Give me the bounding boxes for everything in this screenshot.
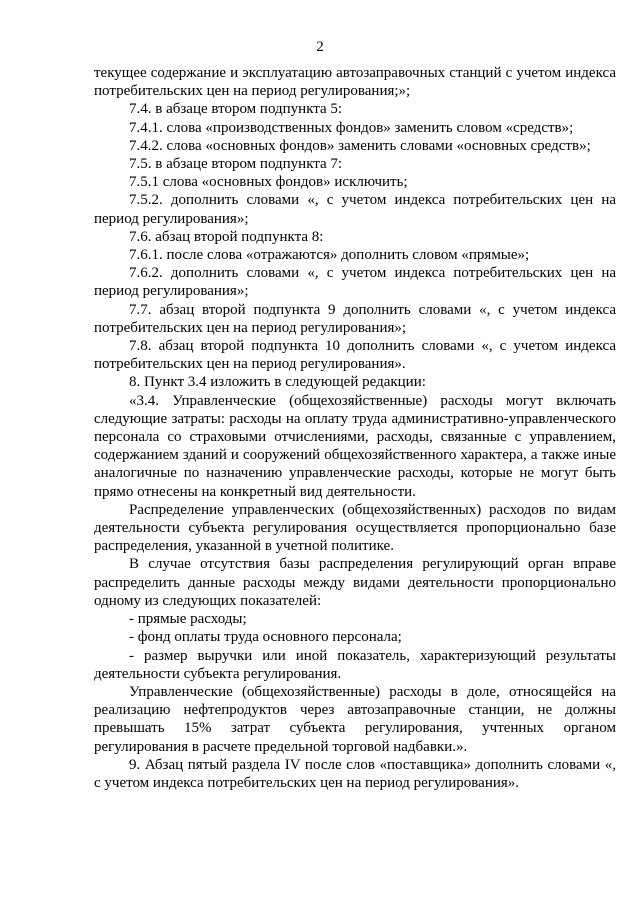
list-item: - прямые расходы; <box>129 611 247 628</box>
paragraph: 7.6.2. дополнить словами «, с учетом индекса потребительских цен на период регулирования»; <box>94 265 616 300</box>
paragraph: 7.4. в абзаце втором подпункта 5: <box>129 101 343 118</box>
paragraph: 7.5. в абзаце втором подпункта 7: <box>129 156 343 173</box>
paragraph: 8. Пункт 3.4 изложить в следующей редакции: <box>129 374 426 391</box>
list-item: - фонд оплаты труда основного персонала; <box>129 629 402 646</box>
paragraph: 7.6.1. после слова «отражаются» дополнить словом «прямые»; <box>129 247 530 264</box>
paragraph: В случае отсутствия базы распределения регулирующий орган вправе распределить данные расходы между видами деятельности пропорционально одному из следующих показателей: <box>94 556 616 609</box>
paragraph: 7.4.1. слова «производственных фондов» заменить словом «средств»; <box>129 119 574 136</box>
paragraph: Управленческие (общехозяйственные) расходы в доле, относящейся на реализацию нефтепродуктов через автозаправочные станции, не должны превышать 15% затрат субъекта регулирования, учтенных органом регулирования в расчете предельной торговой надбавки.». <box>94 683 616 755</box>
paragraph: Распределение управленческих (общехозяйственных) расходов по видам деятельности субъекта регулирования осуществляется пропорционально базе распределения, указанной в учетной политике. <box>94 501 616 555</box>
paragraph: 7.5.2. дополнить словами «, с учетом индекса потребительских цен на период регулирования»; <box>94 192 616 227</box>
page-number: 2 <box>316 39 324 55</box>
list-item: - размер выручки или иной показатель, характеризующий результаты деятельности субъекта регулирования. <box>94 647 616 682</box>
paragraph: 7.5.1 слова «основных фондов» исключить; <box>129 174 408 191</box>
paragraph: 7.8. абзац второй подпункта 10 дополнить словами «, с учетом индекса потребительских цен на период регулирования». <box>94 338 616 373</box>
paragraph: «3.4. Управленческие (общехозяйственные) расходы могут включать следующие затраты: расходы на оплату труда административно-управленческого персонала со страховыми отчислениями, расходы, связанные с управлением, содержанием зданий и сооружений общехозяйственного характера, а также иные аналогичные по назначению управленческие расходы, которые не могут быть прямо отнесены на конкретный вид деятельности. <box>94 392 616 500</box>
paragraph: текущее содержание и эксплуатацию автозаправочных станций с учетом индекса потребительских цен на период регулирования;»; <box>94 65 616 100</box>
paragraph: 9. Абзац пятый раздела IV после слов «поставщика» дополнить словами «, с учетом индекса потребительских цен на период регулирования». <box>94 756 616 791</box>
paragraph: 7.6. абзац второй подпункта 8: <box>129 228 324 245</box>
paragraph: 7.7. абзац второй подпункта 9 дополнить словами «, с учетом индекса потребительских цен на период регулирования»; <box>94 301 616 336</box>
document-body <box>94 64 616 792</box>
paragraph: 7.4.2. слова «основных фондов» заменить словами «основных средств»; <box>129 137 591 154</box>
